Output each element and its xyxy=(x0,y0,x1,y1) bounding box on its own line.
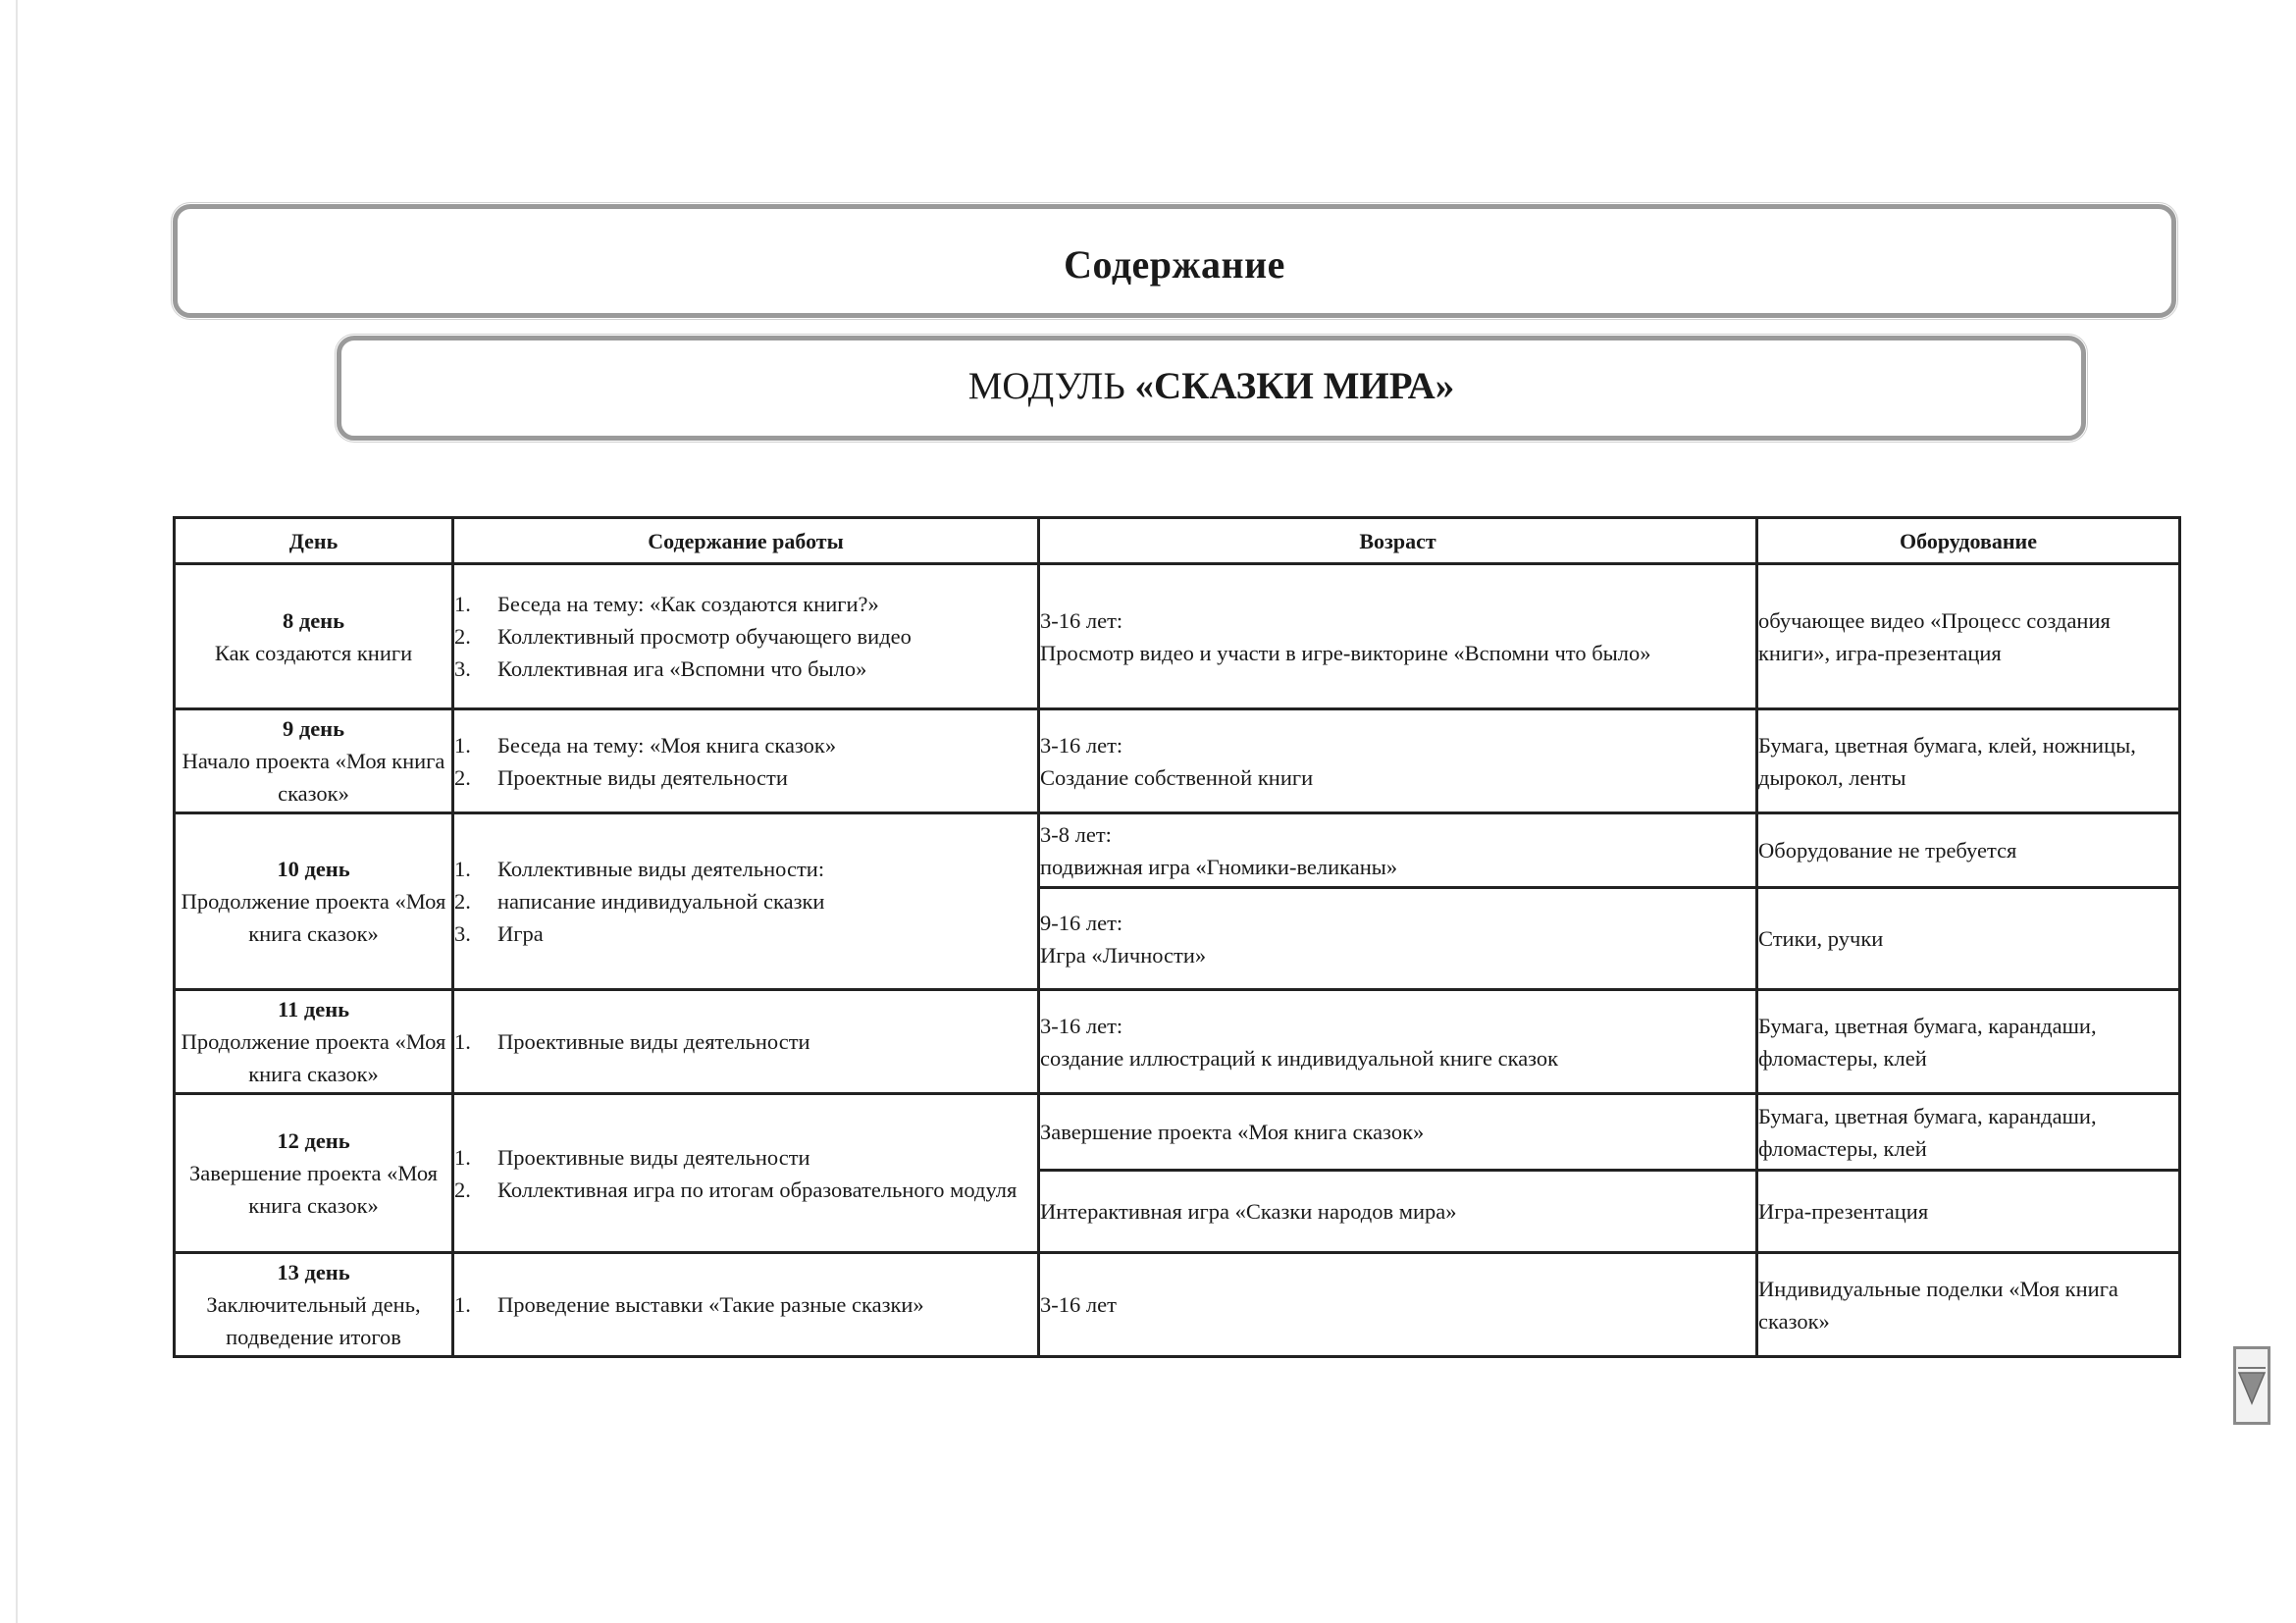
age-range: 3-16 лет: xyxy=(1040,732,1123,758)
work-item-text: Коллективные виды деятельности: xyxy=(497,857,825,881)
day-title: Начало проекта «Моя книга сказок» xyxy=(182,749,445,806)
work-item-text: Проектные виды деятельности xyxy=(497,764,788,790)
work-item xyxy=(454,885,1037,917)
equipment-cell xyxy=(1757,1094,2180,1171)
equipment-cell xyxy=(1757,709,2180,813)
header-work: Содержание работы xyxy=(453,518,1039,564)
age-range: 3-8 лет: xyxy=(1040,821,1112,847)
page-edge xyxy=(16,0,18,1623)
equipment-text: Бумага, цветная бумага, карандаши, фломастеры, клей xyxy=(1758,1013,2097,1071)
work-item xyxy=(454,853,1037,885)
age-activity: подвижная игра «Гномики-великаны» xyxy=(1040,854,1398,879)
day-number: 10 день xyxy=(277,857,350,881)
age-activity: Интерактивная игра «Сказки народов мира» xyxy=(1040,1199,1457,1224)
header-day: День xyxy=(175,518,453,564)
age-cell xyxy=(1039,1253,1757,1357)
work-item xyxy=(454,761,1037,794)
work-item-number: 2. xyxy=(454,624,471,649)
day-number: 11 день xyxy=(277,997,350,1021)
header-equipment: Оборудование xyxy=(1757,518,2180,564)
day-cell xyxy=(175,1253,453,1357)
module-name: «СКАЗКИ МИРА» xyxy=(1134,365,1455,407)
day-title: Завершение проекта «Моя книга сказок» xyxy=(188,1161,438,1218)
work-list xyxy=(454,588,1037,685)
work-item-text: Беседа на тему: «Как создаются книги?» xyxy=(497,592,879,616)
age-cell xyxy=(1039,990,1757,1094)
work-list xyxy=(454,1141,1037,1206)
work-item-number: 1. xyxy=(454,1292,471,1317)
work-item xyxy=(454,1288,1037,1321)
work-item-number: 1. xyxy=(454,732,471,758)
day-number: 12 день xyxy=(277,1128,350,1153)
work-item-text: Проективные виды деятельности xyxy=(497,1144,810,1170)
work-item-number: 2. xyxy=(454,764,471,790)
day-cell xyxy=(175,709,453,813)
table-row xyxy=(175,990,2180,1094)
work-item-text: Игра xyxy=(497,921,544,946)
day-title: Продолжение проекта «Моя книга сказок» xyxy=(181,1029,446,1086)
work-item-text: Беседа на тему: «Моя книга сказок» xyxy=(497,732,837,758)
work-item xyxy=(454,620,1037,653)
work-item-number: 1. xyxy=(454,857,471,881)
equipment-cell xyxy=(1757,990,2180,1094)
table-row xyxy=(175,1094,2180,1171)
work-item-text: написание индивидуальной сказки xyxy=(497,889,825,914)
age-activity: Завершение проекта «Моя книга сказок» xyxy=(1040,1120,1425,1144)
work-item-text: Проведение выставки «Такие разные сказки» xyxy=(497,1292,924,1317)
work-item-text: Коллективная игра по итогам образовательного модуля xyxy=(497,1177,1018,1202)
age-range: 3-16 лет: xyxy=(1040,607,1123,633)
work-item xyxy=(454,729,1037,761)
work-list xyxy=(454,1288,1037,1321)
work-item-number: 1. xyxy=(454,1144,471,1170)
age-cell xyxy=(1039,709,1757,813)
work-item-number: 2. xyxy=(454,1177,471,1202)
age-cell xyxy=(1039,888,1757,990)
day-number: 8 день xyxy=(282,607,345,633)
table-body xyxy=(175,564,2180,1357)
work-item xyxy=(454,1025,1037,1058)
work-cell xyxy=(453,990,1039,1094)
equipment-cell xyxy=(1757,1253,2180,1357)
day-cell xyxy=(175,813,453,990)
age-range: 3-16 лет xyxy=(1040,1292,1117,1317)
equipment-text: Стики, ручки xyxy=(1758,926,1884,951)
module-title xyxy=(968,364,1455,408)
work-cell xyxy=(453,813,1039,990)
table-row xyxy=(175,1253,2180,1357)
equipment-cell xyxy=(1757,813,2180,888)
work-list xyxy=(454,1025,1037,1058)
page-title: Содержание xyxy=(1064,241,1285,287)
age-range: 3-16 лет: xyxy=(1040,1013,1123,1038)
work-item-number: 2. xyxy=(454,889,471,914)
day-cell xyxy=(175,1094,453,1253)
day-number: 13 день xyxy=(277,1260,350,1284)
title-frame xyxy=(173,204,2176,318)
day-cell xyxy=(175,564,453,709)
work-item-number: 1. xyxy=(454,592,471,616)
work-cell xyxy=(453,1253,1039,1357)
age-activity: создание иллюстраций к индивидуальной книге сказок xyxy=(1040,1045,1559,1071)
work-item-text: Коллективный просмотр обучающего видео xyxy=(497,624,912,649)
scroll-down-arrow-icon[interactable] xyxy=(2233,1346,2270,1425)
work-item-number: 1. xyxy=(454,1029,471,1054)
work-item-text: Проективные виды деятельности xyxy=(497,1029,810,1054)
table-header-row xyxy=(175,518,2180,564)
work-cell xyxy=(453,564,1039,709)
work-cell xyxy=(453,1094,1039,1253)
module-prefix: МОДУЛЬ xyxy=(967,365,1135,407)
table-row xyxy=(175,709,2180,813)
work-item xyxy=(454,653,1037,685)
work-item xyxy=(454,1141,1037,1174)
day-number: 9 день xyxy=(282,716,345,741)
age-activity: Игра «Личности» xyxy=(1040,942,1207,968)
equipment-cell xyxy=(1757,1171,2180,1253)
day-title: Как создаются книги xyxy=(214,640,413,665)
age-cell xyxy=(1039,564,1757,709)
equipment-text: Бумага, цветная бумага, карандаши, фломастеры, клей xyxy=(1758,1103,2097,1161)
work-item xyxy=(454,917,1037,950)
age-cell xyxy=(1039,1094,1757,1171)
work-cell xyxy=(453,709,1039,813)
age-cell xyxy=(1039,1171,1757,1253)
day-cell xyxy=(175,990,453,1094)
equipment-cell xyxy=(1757,888,2180,990)
age-activity: Просмотр видео и участи в игре-викторине «Вспомни что было» xyxy=(1040,640,1651,665)
work-list xyxy=(454,853,1037,950)
table-row xyxy=(175,813,2180,888)
header-age: Возраст xyxy=(1039,518,1757,564)
equipment-text: Оборудование не требуется xyxy=(1758,838,2017,863)
work-item-number: 3. xyxy=(454,921,471,946)
equipment-text: Игра-презентация xyxy=(1758,1199,1929,1224)
work-item xyxy=(454,1174,1037,1206)
equipment-cell xyxy=(1757,564,2180,709)
equipment-text: Бумага, цветная бумага, клей, ножницы, дырокол, ленты xyxy=(1758,732,2136,790)
day-title: Продолжение проекта «Моя книга сказок» xyxy=(181,889,446,946)
work-item xyxy=(454,588,1037,620)
module-frame xyxy=(337,336,2086,441)
work-item-number: 3. xyxy=(454,656,471,681)
table-row xyxy=(175,564,2180,709)
age-activity: Создание собственной книги xyxy=(1040,764,1314,790)
work-list xyxy=(454,729,1037,794)
schedule-table xyxy=(173,516,2181,1358)
work-item-text: Коллективная ига «Вспомни что было» xyxy=(497,656,867,681)
age-cell xyxy=(1039,813,1757,888)
age-range: 9-16 лет: xyxy=(1040,910,1123,935)
equipment-text: обучающее видео «Процесс создания книги», игра-презентация xyxy=(1758,607,2111,665)
equipment-text: Индивидуальные поделки «Моя книга сказок» xyxy=(1758,1276,2118,1334)
day-title: Заключительный день, подведение итогов xyxy=(206,1292,421,1349)
